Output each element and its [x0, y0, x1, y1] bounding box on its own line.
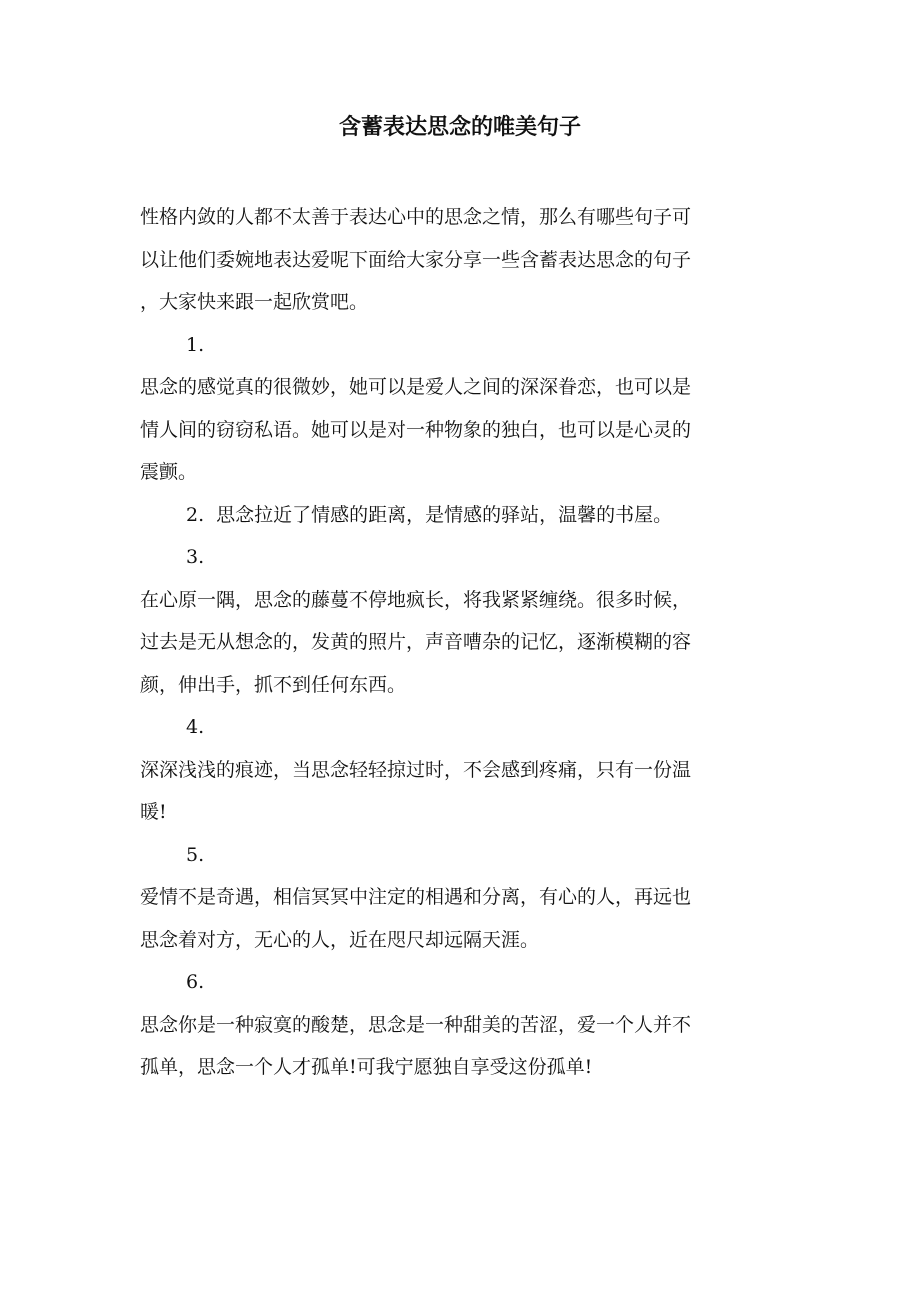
item-number: 4. [186, 716, 205, 738]
item-line: 情人间的窃窃私语。她可以是对一种物象的独白，也可以是心灵的 [140, 418, 692, 441]
item-line: 过去是无从想念的，发黄的照片，声音嘈杂的记忆，逐渐模糊的容 [140, 631, 692, 653]
document-body [140, 196, 770, 1089]
item-line: 深深浅浅的痕迹，当思念轻轻掠过时，不会感到疼痛，只有一份温 [140, 758, 692, 781]
item-line: 孤单，思念一个人才孤单!可我宁愿独自享受这份孤单! [140, 1056, 593, 1078]
intro-line: ，大家快来跟一起欣赏吧。 [140, 291, 369, 313]
item-line: 爱情不是奇遇，相信冥冥中注定的相遇和分离，有心的人，再远也 [140, 886, 692, 908]
item-line: 震颤。 [140, 461, 198, 483]
item-line: 思念你是一种寂寞的酸楚，思念是一种甜美的苦涩，爱一个人并不 [140, 1013, 692, 1036]
item-text: 思念拉近了情感的距离，是情感的驿站，温馨的书屋。 [216, 503, 673, 526]
item-line: 颜，伸出手，抓不到任何东西。 [140, 673, 407, 696]
intro-line: 以让他们委婉地表达爱呢下面给大家分享一些含蓄表达思念的句子 [140, 248, 692, 271]
item-line: 在心原一隅，思念的藤蔓不停地疯长，将我紧紧缠绕。很多时候， [140, 588, 692, 611]
item-line: 暖! [140, 801, 167, 823]
item-number: 5. [186, 843, 205, 866]
item-line: 思念的感觉真的很微妙，她可以是爱人之间的深深眷恋，也可以是 [140, 376, 692, 398]
intro-line: 性格内敛的人都不太善于表达心中的思念之情，那么有哪些句子可 [140, 206, 692, 228]
item-number: 6. [186, 971, 205, 993]
item-number: 3. [186, 546, 205, 568]
item-number: 2. [186, 503, 205, 526]
item-number: 1. [186, 333, 205, 356]
item-line: 思念着对方，无心的人，近在咫尺却远隔天涯。 [140, 928, 540, 951]
document-title: 含蓄表达思念的唯美句子 [338, 114, 581, 140]
list-item-inline [140, 494, 770, 537]
